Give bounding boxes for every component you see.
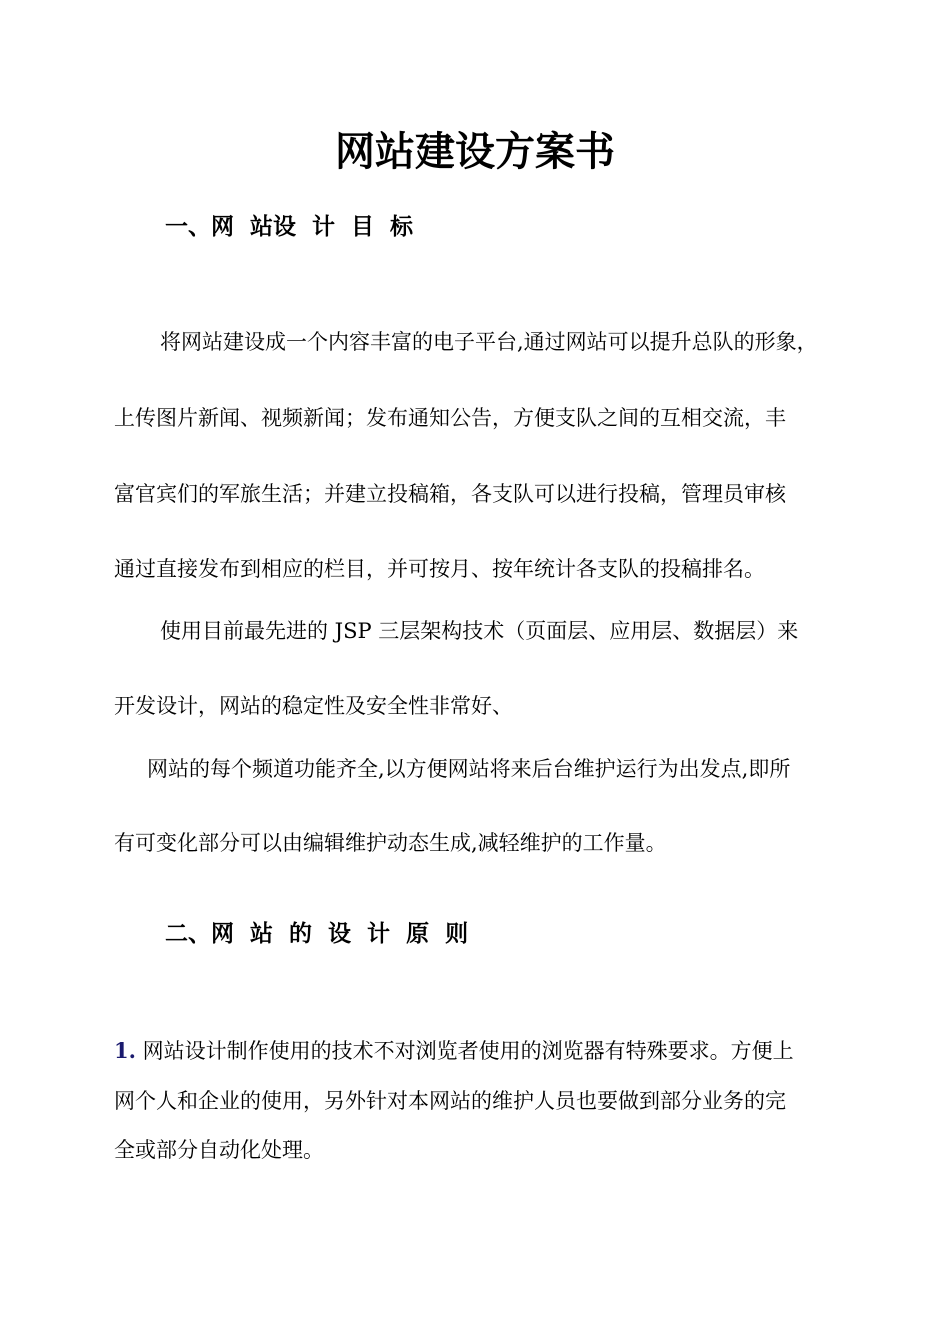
list-item-1-line-2: 网个人和企业的使用，另外针对本网站的维护人员也要做到部分业务的完 <box>114 1089 786 1113</box>
paragraph-1-line-1: 将网站建设成一个内容丰富的电子平台,通过网站可以提升总队的形象， <box>160 330 818 354</box>
list-item-1-line-1 <box>114 1036 794 1066</box>
section-heading-2: 二、网 站 的 设 计 原 则 <box>165 920 469 947</box>
list-item-1-line-3: 全或部分自动化处理。 <box>114 1138 324 1162</box>
section-heading-1: 一、网 站设 计 目 标 <box>165 213 414 240</box>
paragraph-3-line-2: 有可变化部分可以由编辑维护动态生成,减轻维护的工作量。 <box>114 831 667 855</box>
paragraph-1-line-2: 上传图片新闻、视频新闻；发布通知公告，方便支队之间的互相交流，丰 <box>114 406 786 430</box>
list-item-text: 网站设计制作使用的技术不对浏览者使用的浏览器有特殊要求。方便上 <box>135 1039 794 1063</box>
paragraph-1-line-4: 通过直接发布到相应的栏目，并可按月、按年统计各支队的投稿排名。 <box>114 557 765 581</box>
paragraph-2-line-1: 使用目前最先进的 JSP 三层架构技术（页面层、应用层、数据层）来 <box>160 619 799 643</box>
document-title: 网站建设方案书 <box>335 128 615 175</box>
list-item-number: 1. <box>114 1038 136 1063</box>
paragraph-2-line-2: 开发设计，网站的稳定性及安全性非常好、 <box>114 694 513 718</box>
paragraph-1-line-3: 富官宾们的军旅生活；并建立投稿箱，各支队可以进行投稿，管理员审核 <box>114 482 786 506</box>
paragraph-3-line-1: 网站的每个频道功能齐全,以方便网站将来后台维护运行为出发点,即所 <box>147 757 791 781</box>
